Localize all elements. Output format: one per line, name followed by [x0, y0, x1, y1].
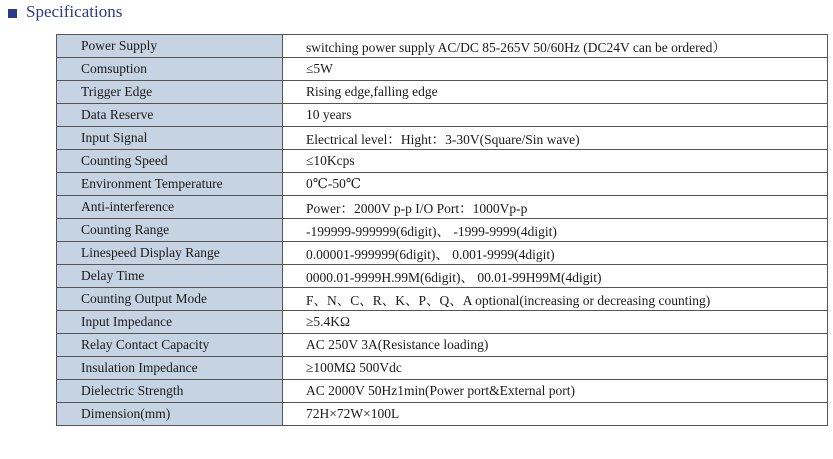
spec-value: AC 250V 3A(Resistance loading) [283, 334, 828, 357]
specifications-table [56, 34, 828, 426]
spec-value: 0.00001-999999(6digit)、 0.001-9999(4digit) [283, 242, 828, 265]
table-row [57, 242, 828, 265]
table-row [57, 81, 828, 104]
spec-value: Power：2000V p-p I/O Port：1000Vp-p [283, 196, 828, 219]
spec-value: ≤10Kcps [283, 150, 828, 173]
table-row [57, 357, 828, 380]
table-row [57, 265, 828, 288]
spec-value: switching power supply AC/DC 85-265V 50/60Hz (DC24V can be ordered） [283, 35, 828, 58]
spec-value: ≤5W [283, 58, 828, 81]
spec-label: Counting Range [57, 219, 283, 242]
spec-value: ≥100MΩ 500Vdc [283, 357, 828, 380]
table-row [57, 403, 828, 426]
spec-value: 10 years [283, 104, 828, 127]
spec-label: Power Supply [57, 35, 283, 58]
spec-label: Linespeed Display Range [57, 242, 283, 265]
table-row [57, 104, 828, 127]
spec-label: Input Signal [57, 127, 283, 150]
table-row [57, 196, 828, 219]
spec-label: Delay Time [57, 265, 283, 288]
spec-value: F、N、C、R、K、P、Q、A optional(increasing or decreasing counting) [283, 288, 828, 311]
spec-label: Input Impedance [57, 311, 283, 334]
table-row [57, 35, 828, 58]
spec-label: Counting Output Mode [57, 288, 283, 311]
section-title: Specifications [26, 2, 123, 21]
spec-value: Rising edge,falling edge [283, 81, 828, 104]
spec-value: AC 2000V 50Hz1min(Power port&External port) [283, 380, 828, 403]
section-heading [8, 1, 122, 23]
spec-label: Insulation Impedance [57, 357, 283, 380]
spec-label: Environment Temperature [57, 173, 283, 196]
table-row [57, 173, 828, 196]
spec-value: ≥5.4KΩ [283, 311, 828, 334]
table-row [57, 334, 828, 357]
table-row [57, 219, 828, 242]
spec-label: Trigger Edge [57, 81, 283, 104]
table-row [57, 150, 828, 173]
table-row [57, 380, 828, 403]
spec-value: -199999-999999(6digit)、 -1999-9999(4digit) [283, 219, 828, 242]
spec-value: 72H×72W×100L [283, 403, 828, 426]
spec-label: Anti-interference [57, 196, 283, 219]
spec-label: Comsuption [57, 58, 283, 81]
spec-value: 0℃-50℃ [283, 173, 828, 196]
spec-label: Dimension(mm) [57, 403, 283, 426]
square-bullet-icon [8, 9, 17, 18]
table-row [57, 288, 828, 311]
table-row [57, 127, 828, 150]
table-row [57, 311, 828, 334]
spec-label: Data Reserve [57, 104, 283, 127]
spec-label: Dielectric Strength [57, 380, 283, 403]
spec-value: Electrical level：Hight：3-30V(Square/Sin wave) [283, 127, 828, 150]
spec-value: 0000.01-9999H.99M(6digit)、 00.01-99H99M(4digit) [283, 265, 828, 288]
table-row [57, 58, 828, 81]
spec-label: Relay Contact Capacity [57, 334, 283, 357]
spec-label: Counting Speed [57, 150, 283, 173]
